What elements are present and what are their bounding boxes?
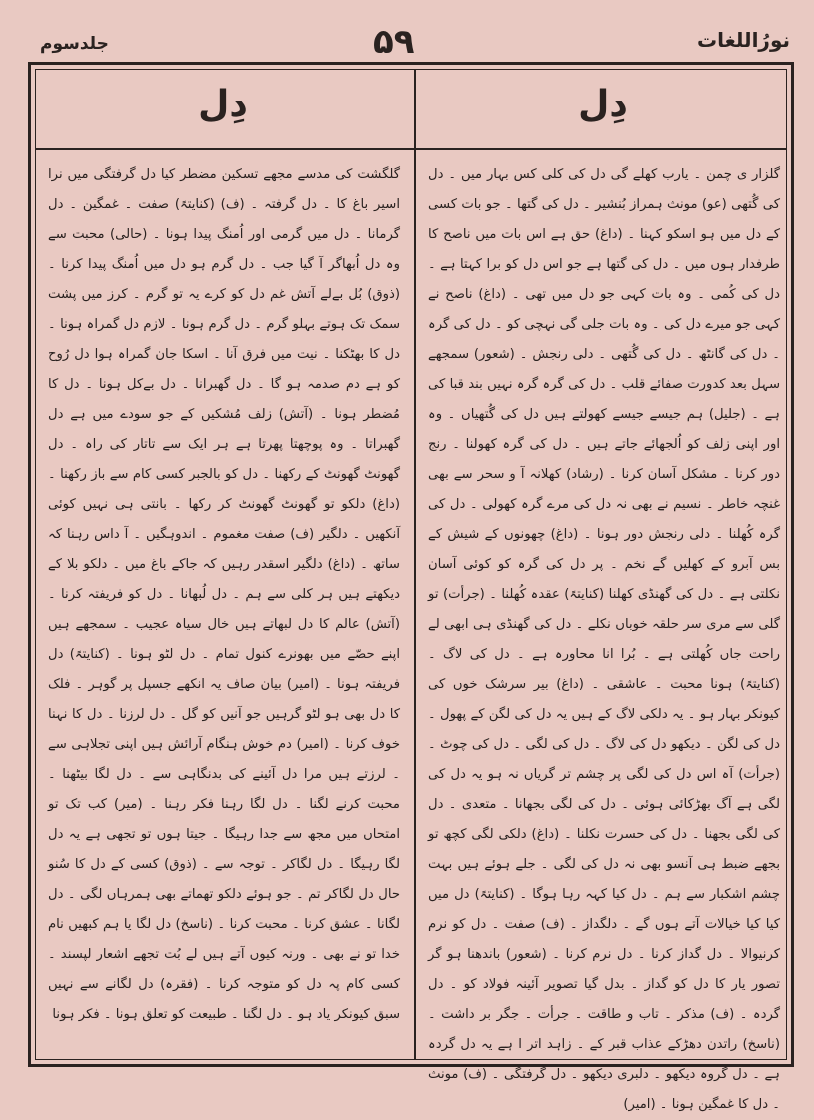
- right-column-heading: دِل: [578, 84, 628, 125]
- right-column-paragraph: گلزار ی چمن ۔ یارب کھلے گی دل کی کلی کس بہار میں ۔ دل کی گُتھی (عو) مونث ہمراز بُنشیر ۔ دل کی گتھا ۔ جو بات کسی کے دل میں ہو اسکو کہنا ۔ (داغ) حق ہے اس بات میں ناصح کا طرفدار ہوں میں ۔ دل کی گتھا ہے جو اس دل کو برا کہتا ہے ۔ دل کی کُمی ۔ وہ بات کہی جو دل میں تھی ۔ (داغ) ناصح نے کہی جو میرے دل کی ۔ وہ بات جلی گی نہچی کو ۔ دل کی گرہ ۔ دل کی گانٹھ ۔ دل کی گُتھی ۔ دلی رنجش ۔ (شعور) سمجھے سہل بعد کدورت صفائے قلب ۔ دل کی گرہ گرہ نہیں بند قبا کی ہے ۔ (جلیل) ہم جیسے جیسے کھولتے ہیں دل کی گُتھیاں ۔ وہ اور اپنی زلف کو اُلجھائے جاتے ہیں ۔ دل کی گرہ کھولنا ۔ رنج دور کرنا ۔ مشکل آسان کرنا ۔ (رشاد) کھلانہ آ و سحر سے بھی غنچہ خاطر ۔ نسیم نے بھی نہ دل کی مرے گرہ کھولی ۔ دل کی گرہ کُھلنا ۔ دلی رنجش دور ہونا ۔ (داغ) چھونوں کے شیش کے بس آبرو کے کھلیں گے نخم ۔ پر دل کی گرہ کو کوئی آسان نکلتی ہے ۔ دل کی گھنڈی کھلنا (کنایتہً) عقدہ کُھلنا ۔ (جرأت) تو گلی سے مری سر حلقہ خوباں نکلے ۔ دل کی گھنڈی ہی ابھی لے راحت جاں کُھلتی ہے ۔ بُرا انا محاورہ ہے ۔ دل کی لاگ ۔ (کنایتہً) ہونا محبت ۔ عاشقی ۔ (داغ) بیر سرشک خوں کی کیونکر بہار ہو ۔ یہ دلکی لاگ کے ہیں یہ دل کی لگن کے پھول ۔ دل کی لگن ۔ دیکھو دل کی لاگ ۔ دل کی لگی ۔ دل کی چوٹ ۔ (جرأت) آہ اس دل کی لگی پر چشم تر گریاں نہ ہو یہ دل کی لگی ہے آگ بھڑکائی ہوئی ۔ دل کی لگی بجھانا ۔ متعدی ۔ دل کی لگی بجھنا ۔ دل کی حسرت نکلنا ۔ (داغ) دلکی لگی کچھ تو بجھے ضبط ہی آنسو بھی نہ دل کی لگی ۔ جلے ہوئے ہیں بہت چشم اشکبار سے ہم ۔ دل کیا کہہ رہا ہوگا ۔ (کنایتہً) دل میں کیا کیا خیالات آتے ہوں گے ۔ دلگداز ۔ (ف) صفت ۔ دل کو نرم کرنیوالا ۔ دل گداز کرنا ۔ دل نرم کرنا ۔ (شعور) باندھنا ہو گر تصور یار کا دل کو گداز ۔ بدل گیا تصویر آئینہ فولاد کو ۔ دل گردہ ۔ (ف) مذکر ۔ تاب و طاقت ۔ جرأت ۔ جگر بر داشت ۔ (ناسخ) راتدن دھڑکے عذاب قبر کے ۔ زاہد اتر ا ہے یہ دل گردہ ہے ۔ دل گروہ دیکھو ۔ دلبری دیکھو ۔ دل گرفتگی ۔ (ف) مونث ۔ دل کا غمگین ہونا ۔ (امیر): [428, 167, 780, 1112]
- column-divider: [414, 70, 416, 1059]
- book-title: نورُاللغات: [697, 28, 790, 52]
- volume-label: جلدسوم: [40, 34, 109, 54]
- page-frame: [28, 62, 794, 1112]
- page-number: ۵۹: [373, 22, 415, 62]
- column-title-band: [36, 70, 786, 150]
- left-column-paragraph: گلگشت کی مدسے مجھے تسکین مضطر کیا دل گرفتگی میں نرا اسیر باغ کا ۔ دل گرفتہ ۔ (ف) (کنایتہً) صفت ۔ غمگین ۔ دل گرمانا ۔ دل میں گرمی اور اُمنگ پیدا ہونا ۔ (حالی) محبت سے وہ دل اُبھاگر آ گیا جب ۔ دل گرم ہو دل میں اُمنگ پیدا کرنا ۔ (ذوق) بُل بےلے آتش غم دل کو کرے یہ تو گرم ۔ کرز میں پشت سمک تک ہوتے بہلو گرم ۔ دل گرم ہونا ۔ لازم دل گمراہ ہونا ۔ دل کا بھٹکنا ۔ نیت میں فرق آنا ۔ اسکا جان گمراہ ہوا دل رُوح کو ہے دم صدمہ ہو گا ۔ دل گھبرانا ۔ دل بےکل ہونا ۔ دل کا مُضطر ہونا ۔ (آتش) زلف مُشکیں کے جو سودے میں ہے دل گھبراتا ۔ وہ پوچھتا پھرتا ہے ہر ایک سے تاتار کی راہ ۔ دل گھونٹ گھونٹ کے رکھنا ۔ دل کو بالجبر کسی کام سے باز رکھنا ۔ (داغ) دلکو تو گھونٹ گھونٹ کر رکھا ۔ بانتی ہی نہیں کوئی آنکھیں ۔ دلگیر (ف) صفت مغموم ۔ اندوہگیں ۔ آ داس رہنا کہ ساتھ ۔ (داغ) دلگیر اسقدر رہیں کہ جاکے باغ میں ۔ دلکو بلا کے دیکھتے ہیں ہر کلی سے ہم ۔ دل لُبھانا ۔ دل کو فریفتہ کرنا ۔ (آتش) عالم کا دل لبھاتے ہیں خال سیاہ عجیب ۔ سمجھے ہیں اپنے حصّے میں بھونرے کنول تمام ۔ دل لٹو ہونا ۔ (کنایتہً) دل فریفتہ ہونا ۔ (امیر) بیان صاف یہ انکھے جسپل پر گوہر ۔ فلک کا دل بھی ہو لٹو گرہیں جو آنیں کو گل ۔ دل لرزنا ۔ دل کا نہنا خوف کرنا ۔ (امیر) دم خوش ہنگام آرائش ہیں اپنی تجلاہی سے ۔ لرزتے ہیں مرا دل آئینے کی بدنگاہی سے ۔ دل لگا بیٹھنا ۔ محبت کرنے لگنا ۔ دل لگا رہنا فکر رہنا ۔ (میر) کب تک تو امتحاں میں مجھ سے جدا رہیگا ۔ جیتا ہوں تو تجھی ہے یہ دل لگا رہیگا ۔ دل لگاکر ۔ توجہ سے ۔ (ذوق) کسی کے دل کا سُنو حال دل لگاکر تم ۔ جو ہوئے دلکو تھماتے بھی ہمرہاں لگی ۔ دل لگانا ۔ عشق کرنا ۔ محبت کرنا ۔ (ناسخ) دل لگا یا ہم کبھیں نام خدا تو نے بھی ۔ ورنہ کیوں آتے ہیں لے بُت تجھے اشعار لپسند ۔ کسی کام پہ دل کو متوجہ کرنا ۔ (فقرہ) دل لگانے سے نہیں سبق کیونکر یاد ہو ۔ دل لگنا ۔ طبیعت کو تعلق ہونا ۔ فکر ہونا: [48, 167, 400, 1022]
- left-column-heading: دِل: [198, 84, 248, 125]
- left-column-text: [48, 160, 400, 1040]
- right-column-text: [428, 160, 780, 1112]
- page-header: [0, 0, 814, 62]
- page-frame-inner: [35, 69, 787, 1112]
